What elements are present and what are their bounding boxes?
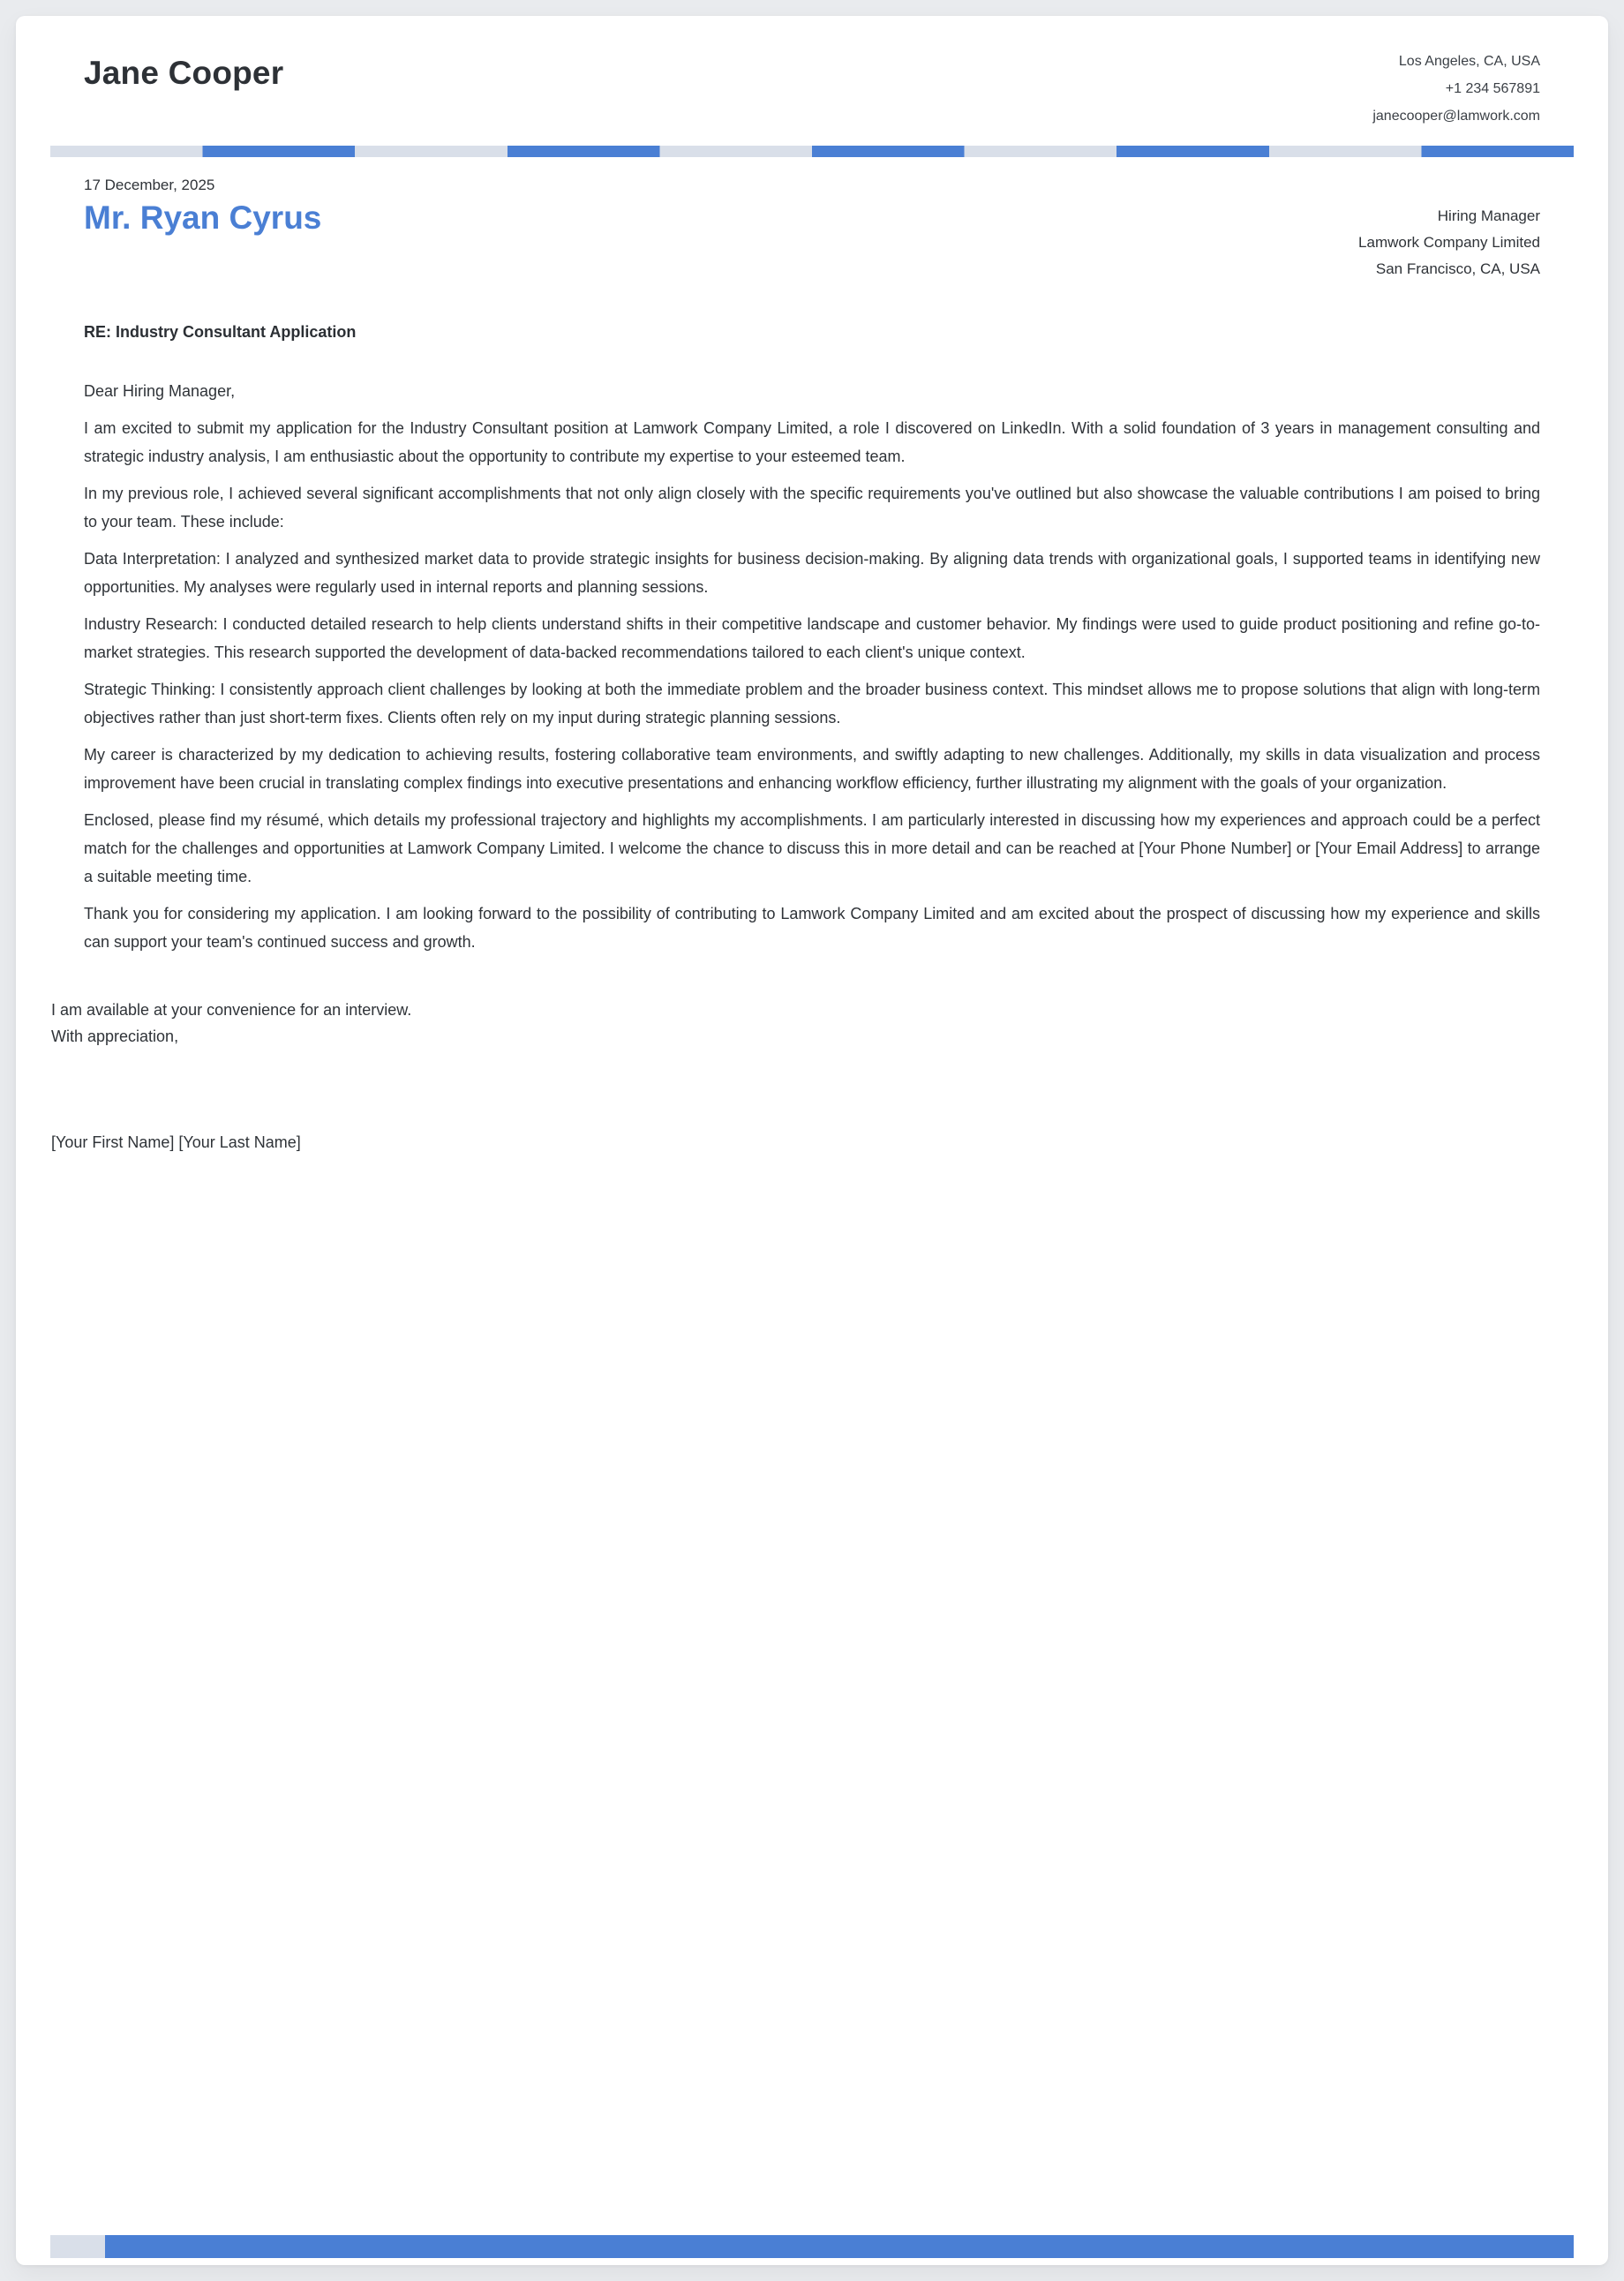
recipient-row xyxy=(84,199,1540,282)
letter-paragraph: Thank you for considering my application. I am looking forward to the possibility of contributing to Lamwork Company Limited and am excited about the prospect of discussing how my experience and skills can support your team's continued success and growth. xyxy=(84,905,1540,951)
letter-date: 17 December, 2025 xyxy=(84,177,215,193)
sender-contact-line: janecooper@lamwork.com xyxy=(1372,109,1540,124)
subject-line: RE: Industry Consultant Application xyxy=(84,323,357,341)
letter-paragraph: Strategic Thinking: I consistently approach client challenges by looking at both the immediate problem and the broader business context. This mindset allows me to propose solutions that align with long-term objectives rather than just short-term fixes. Clients often rely on my input during strategic planning sessions. xyxy=(84,681,1540,726)
sender-contact-line: Los Angeles, CA, USA xyxy=(1398,54,1540,69)
closing-block xyxy=(51,997,1540,1156)
closing-line: I am available at your convenience for an interview. xyxy=(51,1001,412,1019)
letter-paragraph: In my previous role, I achieved several significant accomplishments that not only align closely with the specific requirements you've outlined but also showcase the valuable contributions I am poised to bring to your team. These include: xyxy=(84,485,1540,531)
letter-paragraph: Data Interpretation: I analyzed and synthesized market data to provide strategic insights for business decision-making. By aligning data trends with organizational goals, I supported teams in identifying new opportunities. My analyses were regularly used in internal reports and planning sessions. xyxy=(84,550,1540,596)
recipient-detail-line: Hiring Manager xyxy=(1437,207,1540,224)
salutation: Dear Hiring Manager, xyxy=(84,382,236,400)
recipient-details-block xyxy=(1358,199,1540,282)
letter-header xyxy=(16,16,1608,130)
letter-paragraph: My career is characterized by my dedication to achieving results, fostering collaborative team environments, and swiftly adapting to new challenges. Additionally, my skills in data visualization and process improvement have been crucial in translating complex findings into executive presentations and enhancing workflow efficiency, further illustrating my alignment with the goals of your organization. xyxy=(84,746,1540,792)
letter-paragraph: Enclosed, please find my résumé, which details my professional trajectory and highlights my accomplishments. I am particularly interested in discussing how my experiences and approach could be a perfect match for the challenges and opportunities at Lamwork Company Limited. I welcome the chance to discuss this in more detail and can be reached at [Your Phone Number] or [Your Email Address] to arrange a suitable meeting time. xyxy=(84,811,1540,885)
recipient-name: Mr. Ryan Cyrus xyxy=(84,199,322,236)
recipient-detail-line: Lamwork Company Limited xyxy=(1358,234,1540,251)
sender-contact-line: +1 234 567891 xyxy=(1445,81,1540,96)
closing-lines xyxy=(51,997,1540,1050)
letter-content xyxy=(16,177,1608,1156)
sender-contact-block xyxy=(1372,48,1540,130)
closing-line: With appreciation, xyxy=(51,1028,179,1045)
accent-stripe-bar xyxy=(50,146,1574,157)
cover-letter-page xyxy=(16,16,1608,2265)
recipient-detail-line: San Francisco, CA, USA xyxy=(1375,260,1540,277)
footer-accent-bar xyxy=(50,2235,1574,2258)
letter-body xyxy=(84,414,1540,956)
signature-placeholder: [Your First Name] [Your Last Name] xyxy=(51,1133,301,1151)
letter-paragraph: I am excited to submit my application for the Industry Consultant position at Lamwork Company Limited, a role I discovered on LinkedIn. With a solid foundation of 3 years in management consulting and strategic industry analysis, I am enthusiastic about the opportunity to contribute my expertise to your esteemed team. xyxy=(84,419,1540,465)
letter-paragraph: Industry Research: I conducted detailed research to help clients understand shifts in their competitive landscape and customer behavior. My findings were used to guide product positioning and refine go-to-market strategies. This research supported the development of data-backed recommendations tailored to each client's unique context. xyxy=(84,615,1540,661)
sender-name: Jane Cooper xyxy=(84,55,284,91)
